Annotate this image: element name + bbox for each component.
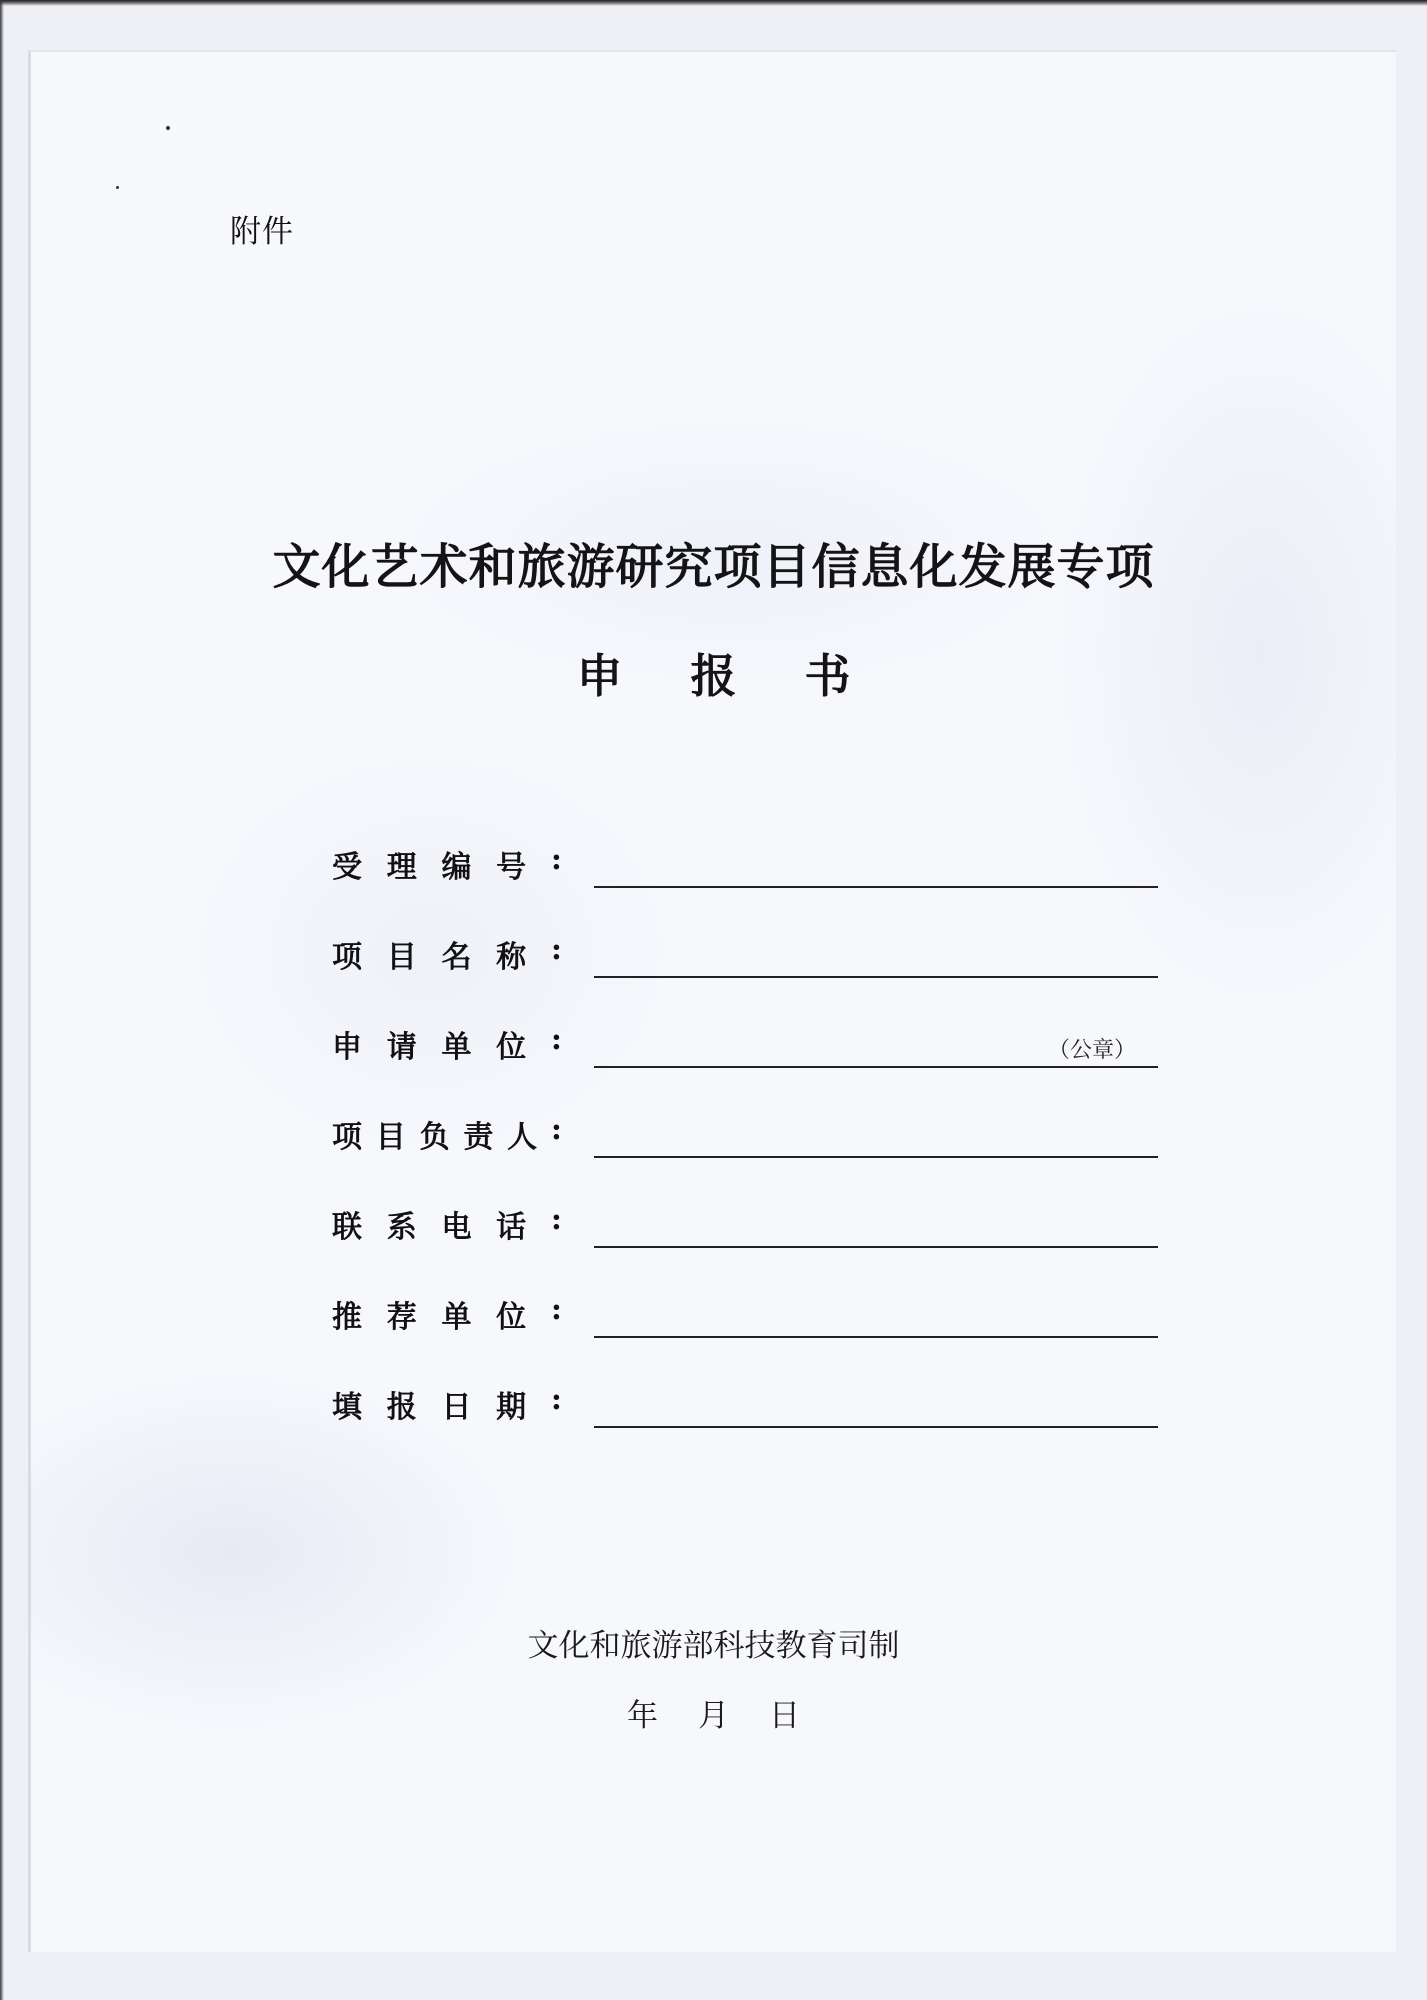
subtitle-char: 申 [576,649,623,703]
field-label: 项 目 负 责 人 : [332,1112,562,1155]
document-title: 文化艺术和旅游研究项目信息化发展专项 [272,539,1155,595]
scan-speck [116,186,119,189]
date-month-char: 月 [698,1698,729,1734]
attachment-label: 附件 [230,214,294,250]
document-subtitle [0,640,1427,706]
scan-speck [166,126,170,130]
field-applicant-unit [332,1018,1158,1068]
field-label: 联 系 电 话 : [332,1202,562,1245]
project-leader-input[interactable] [594,1126,1158,1158]
project-name-input[interactable] [594,946,1158,978]
recommending-unit-input[interactable] [594,1306,1158,1338]
scan-top-edge [0,0,1427,6]
document-page [28,50,1396,1952]
acceptance-number-input[interactable] [594,856,1158,888]
subtitle-char: 报 [690,649,737,703]
field-label: 推 荐 单 位 : [332,1292,562,1335]
field-recommending-unit [332,1288,1158,1338]
issue-date [0,1690,1427,1735]
field-project-name [332,928,1158,978]
fill-date-input[interactable] [594,1396,1158,1428]
field-label: 受 理 编 号 : [332,842,562,885]
applicant-unit-input[interactable] [594,1036,1158,1068]
date-day-char: 日 [769,1698,800,1734]
field-project-leader [332,1108,1158,1158]
issuer-text: 文化和旅游部科技教育司制 [527,1628,900,1664]
field-contact-phone [332,1198,1158,1248]
field-fill-date [332,1378,1158,1428]
date-year-char: 年 [627,1698,658,1734]
field-label: 申 请 单 位 : [332,1022,562,1065]
contact-phone-input[interactable] [594,1216,1158,1248]
subtitle-char: 书 [804,649,851,703]
official-seal-note: （公章） [1047,1038,1136,1063]
field-acceptance-number [332,838,1158,888]
field-label: 填 报 日 期 : [332,1382,562,1425]
field-label: 项 目 名 称 : [332,932,562,975]
